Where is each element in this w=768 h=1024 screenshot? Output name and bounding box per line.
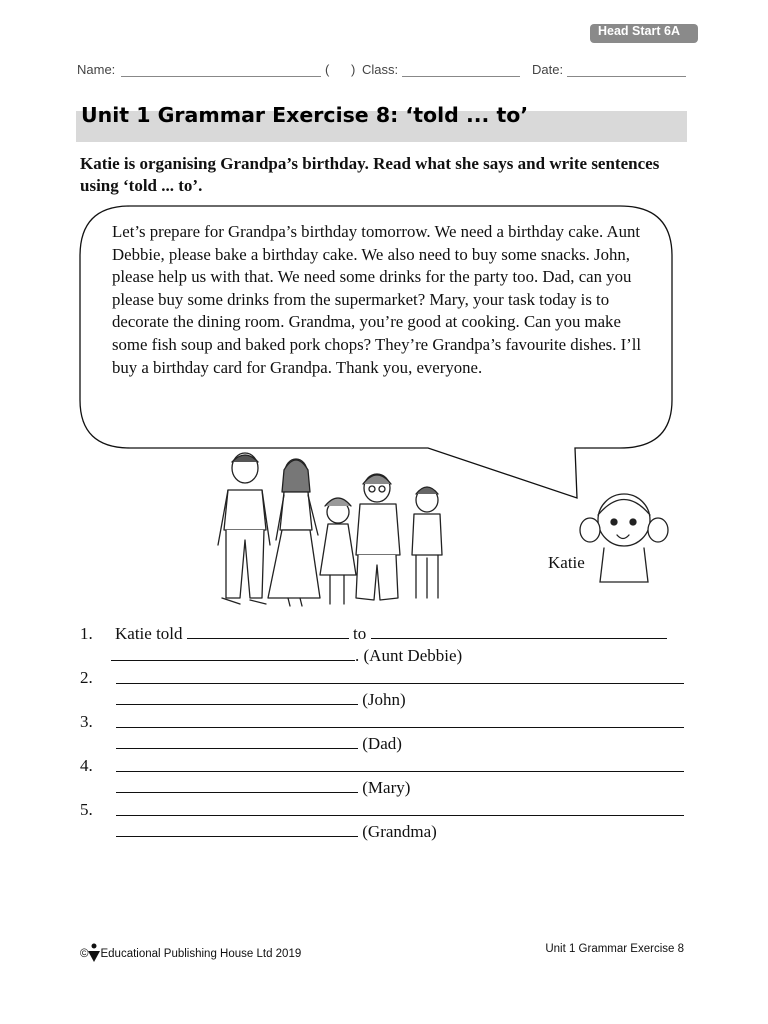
q1-line-2	[111, 645, 462, 667]
q1-blank-object[interactable]	[187, 623, 349, 639]
name-label: Name:	[77, 62, 116, 77]
katie-label: Katie	[548, 553, 585, 572]
class-label: Class:	[362, 62, 399, 77]
dad-figure	[218, 453, 270, 604]
katie-illustration	[580, 494, 668, 582]
q5-name: (Grandma)	[362, 822, 437, 841]
class-number-paren: ( )	[325, 62, 356, 77]
footer-right: Unit 1 Grammar Exercise 8	[545, 943, 684, 955]
copyright-text: Educational Publishing House Ltd 2019	[100, 948, 302, 960]
q3-blank-line-2[interactable]	[116, 733, 358, 749]
aunt-figure	[268, 459, 320, 606]
q2-blank-line-1[interactable]	[116, 668, 684, 684]
family-illustration	[218, 453, 442, 606]
q1-number: 1.	[80, 624, 93, 643]
speech-text: Let’s prepare for Grandpa’s birthday tomorrow. We need a birthday cake. Aunt Debbie, please bake a birthday cake. We also need to buy some snacks. John, please help us with that. We need some drinks for the party too. Dad, can you please buy some drinks from the supermarket? Mary, your task today is to decorate the dining room. Grandma, you’re good at cooking. Can you make some fish soup and baked pork chops? They’re Grandpa’s favourite dishes. I’ll buy a birthday card for Grandpa. Thank you, everyone.	[112, 222, 642, 377]
q5-number: 5.	[80, 800, 93, 819]
q2-number: 2.	[80, 668, 93, 687]
q3-line-2	[116, 733, 402, 755]
q5-blank-line-2[interactable]	[116, 821, 358, 837]
q1-prefix: Katie told	[115, 624, 183, 643]
q4-line-2	[116, 777, 410, 799]
grandma-figure	[356, 474, 400, 600]
date-label: Date:	[532, 62, 564, 77]
q1-blank-action[interactable]	[371, 623, 667, 639]
q4-number: 4.	[80, 756, 93, 775]
q1-ending: . (Aunt Debbie)	[355, 646, 463, 665]
q5-line-2	[116, 821, 437, 843]
copyright-icon: ©	[80, 948, 89, 960]
instruction: Katie is organising Grandpa’s birthday. Read what she says and write sentences using ‘told ... to’.	[80, 154, 660, 195]
q1-line	[115, 623, 667, 645]
publisher-logo-icon	[88, 943, 100, 963]
q5-blank-line-1[interactable]	[116, 800, 684, 816]
q2-name: (John)	[362, 690, 406, 709]
q2-blank-line-2[interactable]	[116, 689, 358, 705]
q3-number: 3.	[80, 712, 93, 731]
q2-line-2	[116, 689, 406, 711]
q1-blank-continuation[interactable]	[111, 645, 355, 661]
q3-name: (Dad)	[362, 734, 402, 753]
q4-blank-line-1[interactable]	[116, 756, 684, 772]
mary-figure	[320, 498, 356, 604]
q4-blank-line-2[interactable]	[116, 777, 358, 793]
q4-name: (Mary)	[362, 778, 411, 797]
q1-middle: to	[353, 624, 367, 643]
john-figure	[412, 487, 442, 598]
head-start-badge: Head Start 6A	[590, 24, 698, 43]
footer-left	[80, 943, 301, 963]
page-title: Unit 1 Grammar Exercise 8: ‘told ... to’	[81, 103, 529, 127]
q3-blank-line-1[interactable]	[116, 712, 684, 728]
